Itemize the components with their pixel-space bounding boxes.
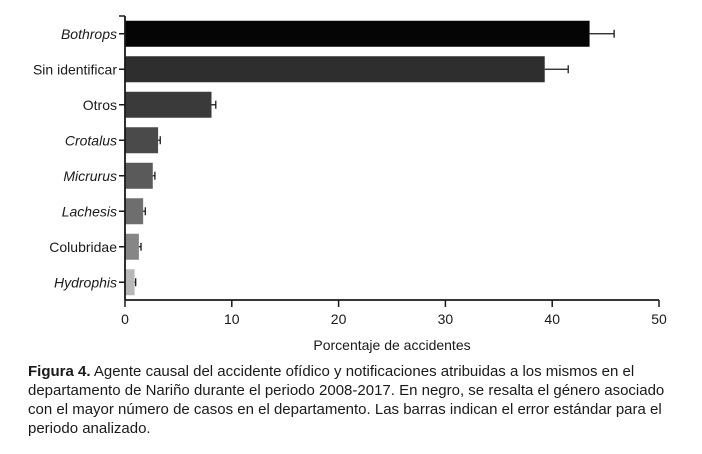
x-tick-label: 40 xyxy=(544,311,560,327)
x-tick-label: 0 xyxy=(121,311,129,327)
category-label: Crotalus xyxy=(64,132,117,149)
category-label: Sin identificar xyxy=(32,61,117,78)
category-label: Micrurus xyxy=(63,167,117,184)
bar-sin-identificar xyxy=(125,56,545,82)
caption-label: Figura 4. xyxy=(28,363,91,380)
category-label: Lachesis xyxy=(61,203,117,220)
bar-lachesis xyxy=(125,198,143,224)
caption-text: Agente causal del accidente ofídico y notificaciones atribuidas a los mismos en el departamento de Nariño durante el periodo 2008-2017. En negro, se resalta el género asociado con el mayor número de casos en el departamento. Las barras indican el error estándar para el periodo analizado. xyxy=(28,363,665,437)
x-tick-label: 20 xyxy=(330,311,347,327)
bar-otros xyxy=(125,92,212,118)
bar-hydrophis xyxy=(125,269,135,295)
figure-caption xyxy=(28,362,688,438)
x-tick-label: 30 xyxy=(437,311,454,327)
category-label: Colubridae xyxy=(49,238,117,255)
bar-bothrops xyxy=(125,21,590,47)
x-tick-label: 10 xyxy=(224,311,240,327)
x-tick-label: 50 xyxy=(651,311,667,327)
bar-colubridae xyxy=(125,234,139,260)
bar-micrurus xyxy=(125,163,153,189)
category-label: Hydrophis xyxy=(53,274,117,291)
bar-crotalus xyxy=(125,127,158,153)
category-label: Otros xyxy=(82,96,117,113)
category-label: Bothrops xyxy=(60,25,117,42)
x-axis-title: Porcentaje de accidentes xyxy=(313,337,471,353)
